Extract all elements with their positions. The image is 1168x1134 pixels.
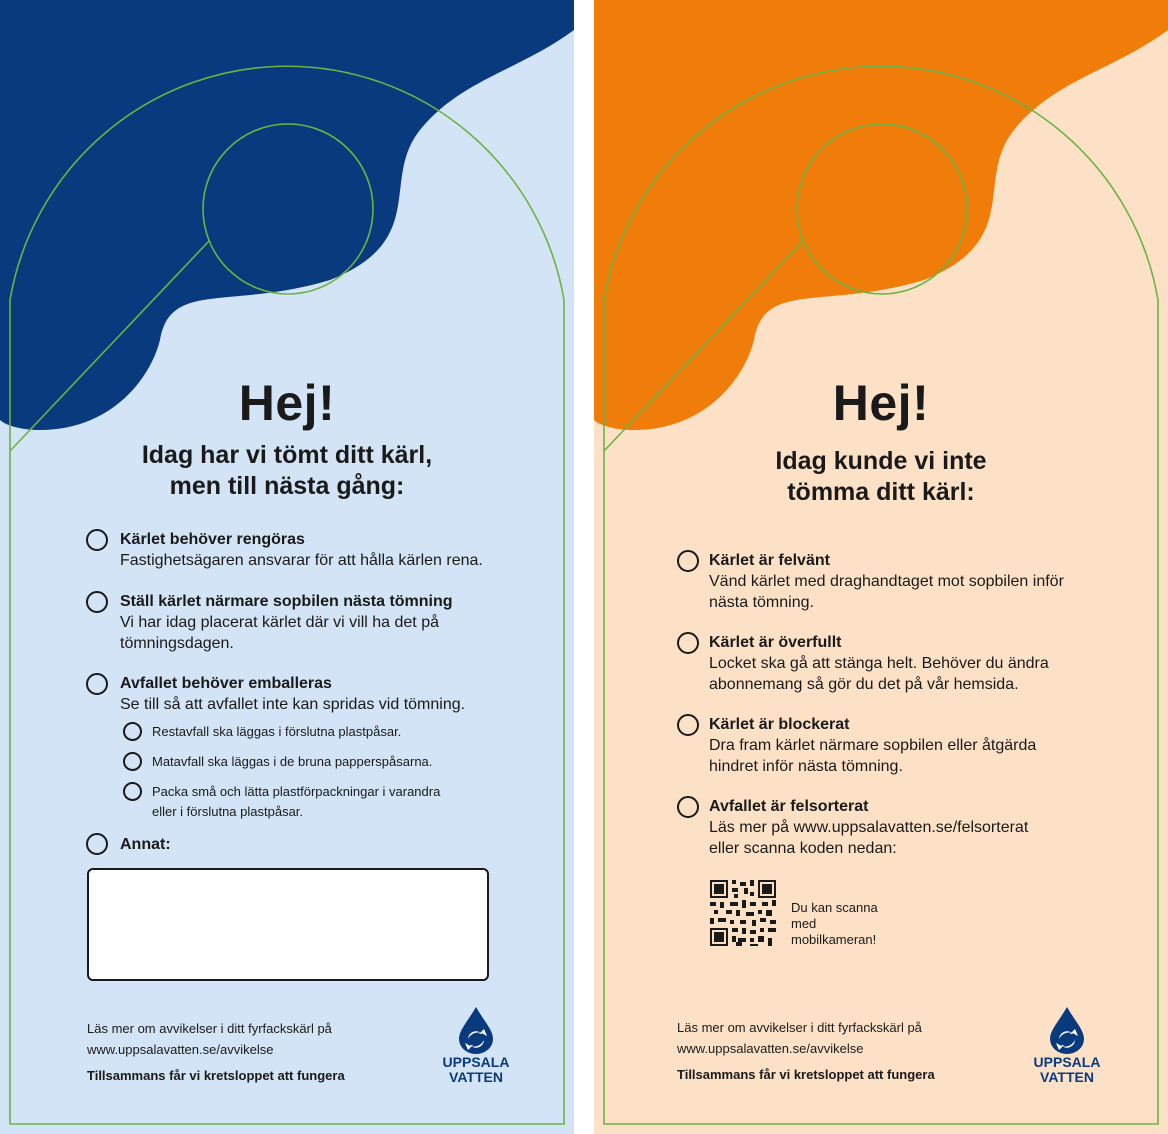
option-desc: Se till så att avfallet inte kan spridas vid tömning. bbox=[120, 696, 466, 713]
logo-line-1: UPPSALA bbox=[442, 1054, 510, 1070]
suboption-text: Packa små och lätta plastförpackningar i varandra eller i förslutna plastpåsar. bbox=[152, 784, 441, 819]
logo-line-1: UPPSALA bbox=[1033, 1054, 1101, 1070]
other-note-field[interactable] bbox=[87, 868, 489, 981]
checkbox-other[interactable] bbox=[86, 833, 108, 855]
option-desc: Vänd kärlet med draghandtaget mot sopbilen inför nästa tömning. bbox=[709, 573, 1064, 611]
option-desc: Läs mer på www.uppsalavatten.se/felsorterat eller scanna koden nedan: bbox=[709, 819, 1029, 857]
door-hanger-not-emptied bbox=[594, 0, 1168, 1134]
checkbox-wrong-orientation[interactable] bbox=[677, 550, 699, 572]
checkbox-wrongly-sorted[interactable] bbox=[677, 796, 699, 818]
blue-wave-shape bbox=[0, 0, 574, 430]
option-desc: Locket ska gå att stänga helt. Behöver du ändra abonnemang så gör du det på vår hemsida. bbox=[709, 655, 1049, 693]
card-subtitle-line-2: tömma ditt kärl: bbox=[787, 478, 975, 506]
suboption-text: Matavfall ska läggas i de bruna papperspåsarna. bbox=[152, 754, 433, 769]
checkbox-blocked[interactable] bbox=[677, 714, 699, 736]
qr-caption: Du kan scanna med mobilkameran! bbox=[791, 900, 878, 947]
footer-slogan: Tillsammans får vi kretsloppet att fungera bbox=[677, 1067, 935, 1082]
checkbox-food-waste[interactable] bbox=[123, 752, 142, 771]
checkbox-needs-packaging[interactable] bbox=[86, 673, 108, 695]
footer-text: Läs mer om avvikelser i ditt fyrfackskärl på bbox=[87, 1021, 332, 1036]
option-desc: Vi har idag placerat kärlet där vi vill ha det på tömningsdagen. bbox=[120, 614, 439, 652]
footer-text: Läs mer om avvikelser i ditt fyrfackskärl på bbox=[677, 1020, 922, 1035]
logo-line-2: VATTEN bbox=[1040, 1069, 1094, 1085]
other-label: Annat: bbox=[120, 836, 171, 853]
card-subtitle-line-1: Idag har vi tömt ditt kärl, bbox=[141, 441, 433, 469]
water-drop-recycle-icon bbox=[456, 1005, 496, 1055]
option-title: Kärlet behöver rengöras bbox=[120, 531, 305, 548]
card-title: Hej! bbox=[238, 375, 336, 431]
logo-line-2: VATTEN bbox=[449, 1069, 503, 1085]
card-title: Hej! bbox=[832, 375, 930, 431]
option-desc: Fastighetsägaren ansvarar för att hålla kärlen rena. bbox=[120, 552, 483, 569]
footer-slogan: Tillsammans får vi kretsloppet att fungera bbox=[87, 1068, 345, 1083]
orange-wave-shape bbox=[594, 0, 1168, 430]
footer-link[interactable]: www.uppsalavatten.se/avvikelse bbox=[677, 1041, 864, 1056]
option-title: Kärlet är blockerat bbox=[709, 716, 850, 733]
checkbox-needs-cleaning[interactable] bbox=[86, 529, 108, 551]
checkbox-residual-waste[interactable] bbox=[123, 722, 142, 741]
card-subtitle-line-2: men till nästa gång: bbox=[169, 472, 405, 500]
option-title: Kärlet är överfullt bbox=[709, 634, 842, 651]
option-desc: Dra fram kärlet närmare sopbilen eller åtgärda hindret inför nästa tömning. bbox=[709, 737, 1037, 775]
door-hanger-emptied bbox=[0, 0, 574, 1134]
footer-link[interactable]: www.uppsalavatten.se/avvikelse bbox=[87, 1042, 274, 1057]
option-title: Kärlet är felvänt bbox=[709, 552, 830, 569]
checkbox-move-closer[interactable] bbox=[86, 591, 108, 613]
suboption-text: Restavfall ska läggas i förslutna plastpåsar. bbox=[152, 724, 402, 739]
checkbox-plastic-packaging[interactable] bbox=[123, 782, 142, 801]
option-title: Avfallet är felsorterat bbox=[709, 798, 869, 815]
card-subtitle-line-1: Idag kunde vi inte bbox=[775, 447, 987, 475]
water-drop-recycle-icon bbox=[1047, 1005, 1087, 1055]
qr-code-icon[interactable] bbox=[710, 880, 776, 946]
option-title: Avfallet behöver emballeras bbox=[120, 675, 332, 692]
checkbox-overfilled[interactable] bbox=[677, 632, 699, 654]
option-title: Ställ kärlet närmare sopbilen nästa tömning bbox=[120, 593, 453, 610]
